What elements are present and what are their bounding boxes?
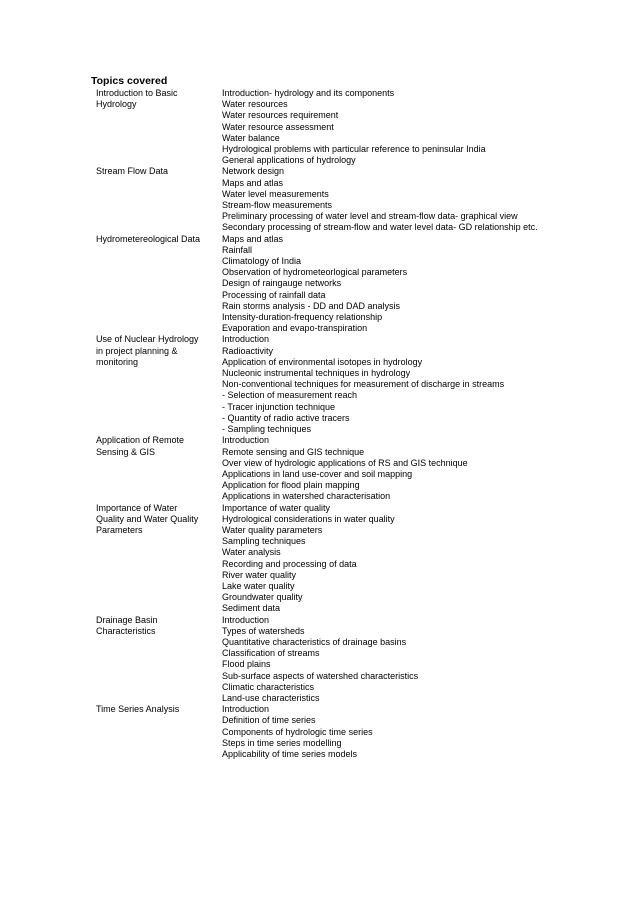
topic-title-line: Application of Remote — [96, 435, 185, 446]
topic-section — [96, 503, 636, 615]
topic-item: Preliminary processing of water level and stream-flow data- graphical view — [222, 211, 518, 222]
topic-items — [222, 503, 636, 615]
topic-item: Water balance — [222, 132, 280, 143]
topic-item: Sediment data — [222, 603, 281, 614]
topic-item: General applications of hydrology — [222, 155, 356, 166]
topic-item: Introduction — [222, 704, 270, 715]
topic-item: Secondary processing of stream-flow and water level data- GD relationship etc. — [222, 222, 538, 233]
topic-item: Evaporation and evapo-transpiration — [222, 323, 368, 334]
topic-item: - Sampling techniques — [222, 424, 312, 435]
topic-section — [96, 435, 636, 502]
topic-item: Components of hydrologic time series — [222, 726, 373, 737]
topic-item: Water level measurements — [222, 188, 329, 199]
topic-section — [96, 615, 636, 705]
topic-items — [222, 435, 636, 502]
topic-item: Intensity-duration-frequency relationship — [222, 312, 383, 323]
topic-item: Design of raingauge networks — [222, 278, 342, 289]
topic-section — [96, 88, 636, 166]
topic-item: Over view of hydrologic applications of RS and GIS technique — [222, 457, 468, 468]
topic-item: Introduction — [222, 614, 270, 625]
topic-title-line: Use of Nuclear Hydrology — [96, 334, 199, 345]
topics-table — [96, 88, 636, 760]
topic-title-line: Hydrometereological Data — [96, 233, 201, 244]
topic-item: Water analysis — [222, 547, 281, 558]
topic-item: Applicability of time series models — [222, 748, 358, 759]
topic-item: Steps in time series modelling — [222, 737, 342, 748]
topic-item: Sub-surface aspects of watershed characteristics — [222, 670, 419, 681]
topic-item: Groundwater quality — [222, 592, 303, 603]
topic-item: - Quantity of radio active tracers — [222, 412, 350, 423]
topic-item: Hydrological problems with particular reference to peninsular India — [222, 144, 486, 155]
topic-item: Radioactivity — [222, 345, 274, 356]
topic-title-line: Hydrology — [96, 99, 137, 110]
topic-item: Network design — [222, 166, 285, 177]
topic-item: Rain storms analysis - DD and DAD analysis — [222, 300, 401, 311]
topic-title-line: Characteristics — [96, 625, 156, 636]
topic-item: Stream-flow measurements — [222, 200, 333, 211]
topic-item: River water quality — [222, 569, 297, 580]
topic-item: Introduction- hydrology and its components — [222, 88, 395, 98]
topic-item: Water resources — [222, 99, 288, 110]
topic-item: Definition of time series — [222, 715, 316, 726]
topic-item: Quantitative characteristics of drainage basins — [222, 636, 407, 647]
topic-title-line: in project planning & — [96, 345, 178, 356]
topic-title — [96, 334, 222, 368]
topic-title-line: Sensing & GIS — [96, 446, 156, 457]
topic-items — [222, 334, 636, 435]
topic-title — [96, 166, 222, 177]
topic-title — [96, 503, 222, 537]
topic-item: Introduction — [222, 334, 270, 345]
topic-item: Rainfall — [222, 244, 253, 255]
topic-item: - Tracer injunction technique — [222, 401, 336, 412]
topic-item: Land-use characteristics — [222, 692, 320, 703]
topic-item: Importance of water quality — [222, 502, 331, 513]
topic-item: Processing of rainfall data — [222, 289, 326, 300]
topic-title — [96, 88, 222, 110]
topic-items — [222, 704, 636, 760]
topic-section — [96, 334, 636, 435]
topic-item: Recording and processing of data — [222, 558, 357, 569]
topic-title — [96, 615, 222, 637]
topic-items — [222, 166, 636, 233]
topic-item: Lake water quality — [222, 580, 295, 591]
topic-title — [96, 704, 222, 715]
topic-item: Climatic characteristics — [222, 681, 315, 692]
topic-section — [96, 704, 636, 760]
topic-item: Water resources requirement — [222, 110, 339, 121]
topic-title — [96, 435, 222, 457]
topic-title — [96, 234, 222, 245]
topic-item: Maps and atlas — [222, 233, 284, 244]
topic-item: Hydrological considerations in water quality — [222, 513, 395, 524]
topic-item: - Selection of measurement reach — [222, 390, 358, 401]
topic-section — [96, 234, 636, 335]
topic-item: Classification of streams — [222, 648, 320, 659]
topic-title-line: Time Series Analysis — [96, 704, 180, 715]
topic-title-line: Quality and Water Quality — [96, 513, 199, 524]
topic-item: Types of watersheds — [222, 625, 305, 636]
topic-title-line: monitoring — [96, 356, 139, 367]
topic-item: Remote sensing and GIS technique — [222, 446, 365, 457]
topic-item: Observation of hydrometeorlogical parameters — [222, 267, 408, 278]
topic-item: Water resource assessment — [222, 121, 334, 132]
topic-title-line: Importance of Water — [96, 502, 178, 513]
topic-title-line: Introduction to Basic — [96, 88, 178, 98]
topic-item: Non-conventional techniques for measurement of discharge in streams — [222, 379, 505, 390]
topic-item: Nucleonic instrumental techniques in hydrology — [222, 368, 411, 379]
topic-item: Sampling techniques — [222, 536, 306, 547]
topic-title-line: Parameters — [96, 524, 143, 535]
topic-title-line: Drainage Basin — [96, 614, 158, 625]
page-heading: Topics covered — [91, 75, 168, 87]
topic-section — [96, 166, 636, 233]
topic-items — [222, 615, 636, 705]
topic-item: Flood plains — [222, 659, 271, 670]
topic-item: Applications in land use-cover and soil mapping — [222, 468, 413, 479]
topic-item: Climatology of India — [222, 256, 302, 267]
topic-item: Water quality parameters — [222, 524, 323, 535]
topic-item: Applications in watershed characterisation — [222, 491, 391, 502]
topic-item: Introduction — [222, 435, 270, 446]
topic-items — [222, 88, 636, 166]
topic-item: Application of environmental isotopes in hydrology — [222, 356, 423, 367]
topic-item: Application for flood plain mapping — [222, 480, 360, 491]
topic-item: Maps and atlas — [222, 177, 284, 188]
topic-items — [222, 234, 636, 335]
topic-title-line: Stream Flow Data — [96, 166, 169, 177]
